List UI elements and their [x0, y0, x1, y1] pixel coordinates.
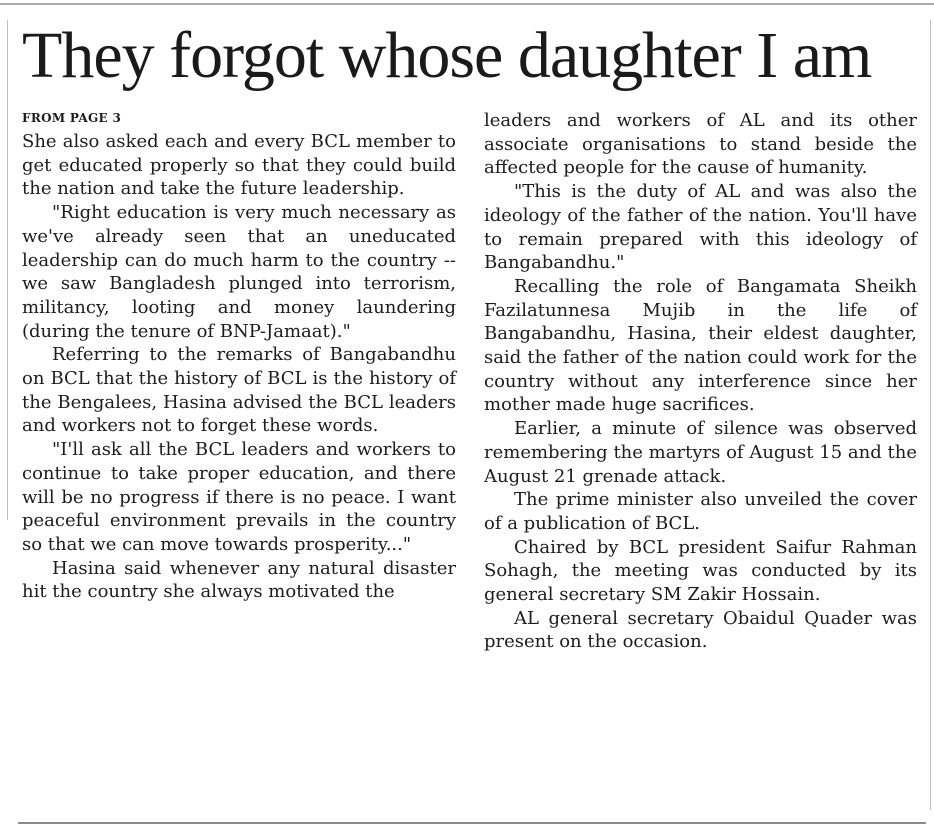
paragraph: leaders and workers of AL and its other associate organisations to stand beside the affected people for the cause of humanity.	[484, 110, 917, 179]
left-border-rule	[7, 20, 8, 520]
top-border-rule	[0, 3, 934, 5]
paragraph: Recalling the role of Bangamata Sheikh Fazilatunnesa Mujib in the life of Bangabandhu, Hasina, their eldest daughter, said the father of the nation could work for the country without any interference since her mother made huge sacrifices.	[484, 275, 917, 416]
continuation-kicker: FROM PAGE 3	[22, 111, 122, 125]
headline: They forgot whose daughter I am	[22, 19, 872, 92]
paragraph: Earlier, a minute of silence was observed remembering the martyrs of August 15 and the August 21 grenade attack.	[484, 418, 917, 487]
paragraph: AL general secretary Obaidul Quader was present on the occasion.	[484, 607, 917, 653]
left-text-column	[22, 130, 456, 604]
paragraph: She also asked each and every BCL member to get educated properly so that they could build the nation and take the future leadership.	[22, 131, 456, 200]
bottom-border-rule	[18, 822, 926, 824]
paragraph: The prime minister also unveiled the cover of a publication of BCL.	[484, 489, 917, 534]
paragraph: "I'll ask all the BCL leaders and workers to continue to take proper education, and there will be no progress if there is no peace. I want peaceful environment prevails in the country so that we can move towards prosperity..."	[22, 439, 456, 555]
paragraph: Hasina said whenever any natural disaster hit the country she always motivated the	[22, 557, 456, 603]
paragraph: "This is the duty of AL and was also the ideology of the father of the nation. You'll have to remain prepared with this ideology of Bangabandhu."	[484, 181, 917, 274]
right-text-column	[484, 109, 917, 654]
paragraph: "Right education is very much necessary as we've already seen that an uneducated leadership can do much harm to the country -- we saw Bangladesh plunged into terrorism, militancy, looting and money laundering (during the tenure of BNP-Jamaat)."	[22, 202, 456, 342]
paragraph: Referring to the remarks of Bangabandhu on BCL that the history of BCL is the history of the Bengalees, Hasina advised the BCL leaders and workers not to forget these words.	[22, 344, 456, 437]
paragraph: Chaired by BCL president Saifur Rahman Sohagh, the meeting was conducted by its general secretary SM Zakir Hossain.	[484, 536, 917, 606]
right-border-rule	[930, 20, 931, 810]
